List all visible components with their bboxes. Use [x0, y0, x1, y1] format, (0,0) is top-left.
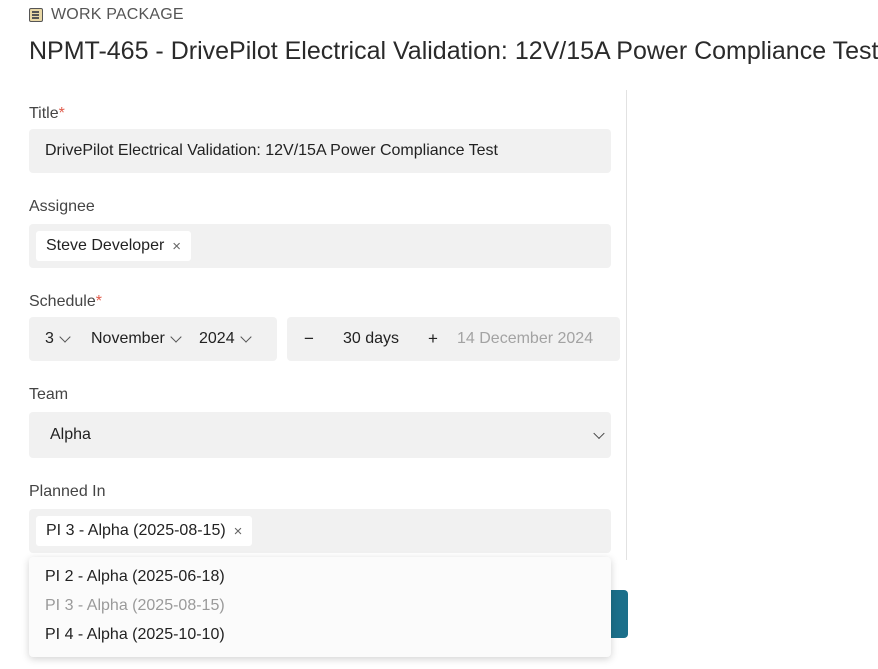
required-mark: * [58, 105, 65, 122]
planned-in-dropdown [29, 557, 611, 657]
title-label [29, 105, 65, 123]
dropdown-option[interactable]: PI 4 - Alpha (2025-10-10) [45, 626, 225, 643]
dropdown-option[interactable]: PI 2 - Alpha (2025-06-18) [45, 568, 225, 585]
close-icon[interactable]: × [172, 237, 182, 255]
duration-value[interactable]: 30 days [343, 330, 400, 347]
page-title: NPMT-465 - DrivePilot Electrical Validation: 12V/15A Power Compliance Test [29, 37, 878, 65]
year-select[interactable] [199, 330, 250, 348]
assignee-chip-label: Steve Developer [46, 237, 165, 254]
year-value: 2024 [199, 330, 235, 347]
end-date-display: 14 December 2024 [457, 330, 594, 347]
team-label: Team [29, 386, 69, 403]
start-date-selectors [29, 317, 277, 361]
assignee-field[interactable] [29, 224, 611, 268]
title-input[interactable] [29, 129, 611, 173]
day-value: 3 [45, 330, 54, 347]
month-select[interactable] [91, 330, 180, 348]
page-header [29, 6, 878, 66]
duration-stepper [287, 317, 620, 361]
team-value: Alpha [50, 426, 91, 443]
work-package-kind [29, 6, 631, 24]
chevron-down-icon [593, 428, 604, 439]
month-value: November [91, 330, 165, 347]
assignee-chip [36, 231, 191, 261]
scrollbar-track[interactable] [626, 90, 627, 560]
kind-label: WORK PACKAGE [51, 6, 184, 23]
schedule-label-text: Schedule [29, 293, 96, 310]
schedule-label [29, 293, 102, 311]
planned-in-chip [36, 516, 252, 546]
chevron-down-icon [240, 331, 251, 342]
dropdown-option-disabled: PI 3 - Alpha (2025-08-15) [45, 597, 225, 614]
close-icon[interactable]: × [233, 522, 243, 540]
increase-duration-button[interactable]: + [428, 329, 438, 348]
day-select[interactable] [45, 330, 69, 348]
chevron-down-icon [59, 331, 70, 342]
required-mark: * [95, 293, 102, 310]
planned-in-label: Planned In [29, 483, 106, 500]
planned-in-chip-label: PI 3 - Alpha (2025-08-15) [46, 522, 226, 539]
planned-in-field[interactable] [29, 509, 611, 553]
chevron-down-icon [170, 331, 181, 342]
decrease-duration-button[interactable]: − [304, 329, 314, 348]
assignee-label: Assignee [29, 198, 95, 215]
work-package-icon [29, 8, 43, 22]
team-select[interactable] [29, 412, 611, 458]
title-label-text: Title [29, 105, 59, 122]
title-input-value: DrivePilot Electrical Validation: 12V/15A Power Compliance Test [45, 142, 498, 159]
